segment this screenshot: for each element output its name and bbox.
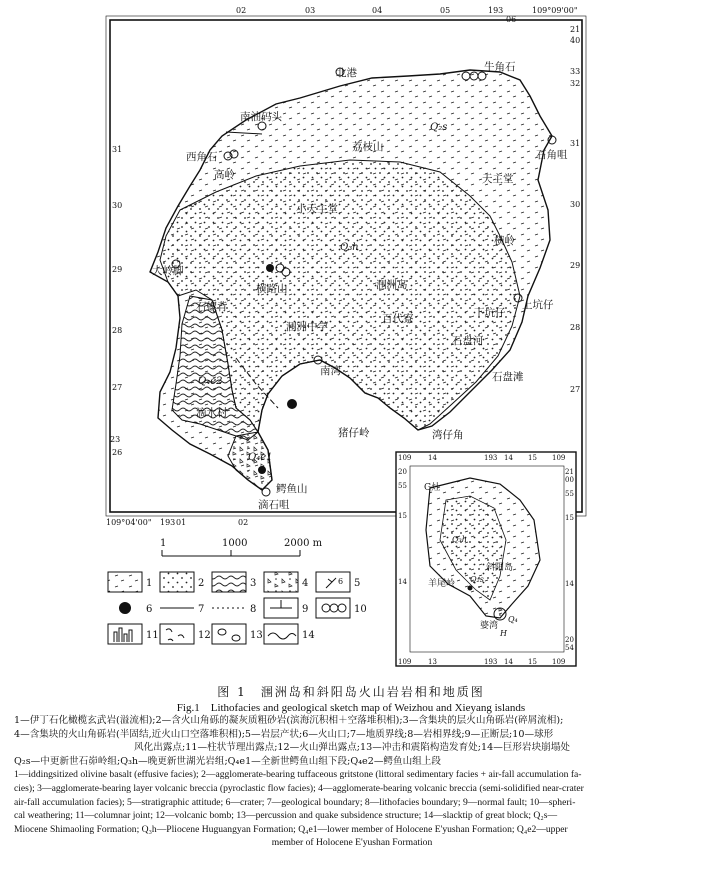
svg-text:29: 29 — [112, 265, 123, 274]
note-en-2: cies); 3—agglomerate-bearing layer volcanic breccia (pyroclastic flow facies); 4—agglomerate-bearing volcanic breccia (semi-solidified near-crater — [14, 782, 584, 794]
top-ticks — [236, 6, 578, 24]
svg-text:羊尾岭: 羊尾岭 — [428, 579, 456, 589]
svg-text:28: 28 — [570, 323, 581, 332]
svg-text:10: 10 — [354, 604, 367, 615]
svg-text:54: 54 — [565, 644, 574, 652]
svg-text:鳄鱼山: 鳄鱼山 — [276, 483, 308, 495]
note-en-6: member of Holocene E'yushan Formation — [271, 837, 433, 849]
svg-text:大岭脚: 大岭脚 — [152, 265, 184, 277]
svg-text:30: 30 — [112, 201, 123, 210]
svg-text:14: 14 — [504, 658, 513, 666]
svg-text:牛角石: 牛角石 — [484, 61, 516, 73]
svg-text:12: 12 — [198, 630, 211, 641]
svg-text:9: 9 — [302, 604, 309, 615]
svg-text:上坑仔: 上坑仔 — [522, 299, 554, 311]
svg-text:Q₄e1: Q₄e1 — [248, 452, 273, 463]
svg-text:193: 193 — [160, 518, 176, 527]
svg-text:滴石咀: 滴石咀 — [258, 499, 290, 511]
svg-text:109: 109 — [398, 658, 412, 666]
svg-text:石盘河: 石盘河 — [452, 335, 484, 347]
svg-text:29: 29 — [570, 261, 581, 270]
scale-bar — [160, 538, 323, 556]
svg-text:涠洲岛: 涠洲岛 — [376, 279, 408, 291]
svg-text:193: 193 — [484, 658, 498, 666]
svg-text:3: 3 — [250, 578, 257, 589]
note-en-5: Miocene Shimaoling Formation; Q₃h—Pliocene Huguangyan Formation; Q₄e1—lower member of Holocene E'yushan Formation; Q₄e2—upper — [14, 823, 568, 835]
svg-text:109: 109 — [552, 454, 566, 462]
svg-text:斜阳岛: 斜阳岛 — [486, 563, 514, 573]
svg-text:2: 2 — [198, 578, 205, 589]
svg-text:32: 32 — [570, 79, 581, 88]
svg-text:2000 m: 2000 m — [284, 538, 323, 549]
svg-text:涠洲中学: 涠洲中学 — [286, 321, 328, 333]
figure-notes — [14, 714, 690, 850]
svg-text:13: 13 — [428, 658, 437, 666]
right-ticks — [570, 25, 580, 394]
svg-text:Q₃h: Q₃h — [340, 242, 359, 253]
note-zh-1: 1—伊丁石化橄榄玄武岩(溢流相);2—含火山角砾的凝灰质粗砂岩(滨海沉积相＋空落堆积相);3—含集块的层火山角砾岩(碎屑流相); — [14, 715, 564, 726]
inset-map — [396, 452, 576, 666]
svg-text:20: 20 — [398, 468, 407, 476]
svg-text:5: 5 — [354, 578, 361, 589]
svg-text:30: 30 — [570, 200, 581, 209]
svg-text:7: 7 — [198, 604, 205, 615]
svg-text:00: 00 — [565, 476, 574, 484]
svg-text:6: 6 — [338, 577, 344, 586]
svg-text:01: 01 — [176, 518, 187, 527]
svg-text:05: 05 — [440, 6, 451, 15]
svg-text:石盘滩: 石盘滩 — [492, 371, 524, 383]
svg-text:27: 27 — [570, 385, 581, 394]
svg-text:02: 02 — [238, 518, 249, 527]
svg-text:23: 23 — [110, 435, 121, 444]
svg-text:04: 04 — [372, 6, 383, 15]
svg-text:横岭: 横岭 — [494, 235, 515, 247]
svg-text:109: 109 — [398, 454, 412, 462]
svg-text:193: 193 — [488, 6, 504, 15]
svg-text:14: 14 — [428, 454, 437, 462]
svg-text:40: 40 — [570, 36, 581, 45]
svg-text:Q₄e2: Q₄e2 — [198, 376, 223, 387]
svg-text:109: 109 — [552, 658, 566, 666]
svg-text:荔枝山: 荔枝山 — [352, 141, 384, 153]
figure-title: 图 1 涠洲岛和斜阳岛火山岩岩相和地质图 — [217, 685, 485, 699]
note-en-1: 1—iddingsitized olivine basalt (effusive facies); 2—agglomerate-bearing tuffaceous gritstone (littoral sedimentary facies + air-fall accumulation fa- — [14, 769, 582, 781]
svg-text:婆湾: 婆湾 — [480, 621, 499, 631]
svg-text:6: 6 — [146, 604, 153, 615]
left-ticks — [110, 145, 122, 457]
svg-text:Q₃h: Q₃h — [452, 535, 467, 544]
svg-text:H: H — [500, 629, 507, 638]
svg-text:31: 31 — [570, 139, 581, 148]
svg-text:石螺背: 石螺背 — [196, 301, 228, 313]
svg-text:14: 14 — [504, 454, 513, 462]
svg-text:天主堂: 天主堂 — [482, 173, 514, 185]
svg-text:1000: 1000 — [222, 538, 248, 549]
note-zh-3: 风化出露点;11—柱状节理出露点;12—火山弹出露点;13—冲击和震陷构造发育处;14—巨形岩块崩塌处 — [134, 742, 570, 754]
svg-text:8: 8 — [250, 604, 257, 615]
bottom-ticks — [106, 518, 248, 527]
svg-text:小天主堂: 小天主堂 — [296, 203, 338, 215]
note-en-4: cal weathering; 11—columnar joint; 12—volcanic bomb; 13—percussion and quake subsidence structure; 14—slacktip of great block; Q₂s— — [14, 810, 558, 822]
svg-text:11: 11 — [146, 630, 159, 641]
svg-text:Q₂s: Q₂s — [470, 575, 484, 584]
svg-text:03: 03 — [305, 6, 316, 15]
svg-text:55: 55 — [565, 490, 574, 498]
svg-text:Q₂s: Q₂s — [430, 122, 448, 133]
svg-text:猪仔岭: 猪仔岭 — [338, 427, 370, 439]
svg-text:13: 13 — [250, 630, 263, 641]
svg-text:26: 26 — [112, 448, 123, 457]
svg-text:石角咀: 石角咀 — [536, 149, 568, 161]
svg-text:15: 15 — [565, 514, 574, 522]
svg-text:15: 15 — [528, 454, 537, 462]
legend — [108, 572, 367, 644]
svg-text:55: 55 — [398, 482, 407, 490]
svg-text:14: 14 — [565, 580, 574, 588]
svg-text:高岭: 高岭 — [214, 169, 235, 181]
svg-text:南油码头: 南油码头 — [240, 111, 282, 123]
svg-text:20: 20 — [565, 636, 574, 644]
svg-text:15: 15 — [528, 658, 537, 666]
svg-text:百代寮: 百代寮 — [382, 313, 414, 325]
svg-text:湾仔角: 湾仔角 — [432, 429, 464, 441]
figure-title-en: Fig.1 Lithofacies and geological sketch map of Weizhou and Xieyang islands — [176, 702, 526, 714]
svg-text:109°04'00": 109°04'00" — [106, 518, 152, 527]
svg-text:下坑仔: 下坑仔 — [474, 307, 506, 319]
svg-text:109°09'00": 109°09'00" — [532, 6, 578, 15]
svg-text:北港: 北港 — [336, 67, 357, 79]
svg-text:27: 27 — [112, 383, 123, 392]
svg-text:横路山: 横路山 — [256, 283, 288, 295]
svg-text:28: 28 — [112, 326, 123, 335]
svg-text:06: 06 — [506, 15, 517, 24]
svg-text:1: 1 — [146, 578, 153, 589]
svg-text:33: 33 — [570, 67, 581, 76]
svg-text:14: 14 — [302, 630, 315, 641]
svg-text:02: 02 — [236, 6, 247, 15]
svg-text:15: 15 — [398, 512, 407, 520]
svg-text:14: 14 — [398, 578, 407, 586]
svg-text:西角石: 西角石 — [186, 151, 218, 163]
svg-text:21: 21 — [570, 25, 581, 34]
svg-text:4: 4 — [302, 578, 309, 589]
svg-text:G灶: G灶 — [424, 483, 441, 493]
svg-text:31: 31 — [112, 145, 123, 154]
svg-text:193: 193 — [484, 454, 498, 462]
svg-text:21: 21 — [565, 468, 574, 476]
note-en-3: air-fall accumulation facies); 5—stratigraphic attitude; 6—crater; 7—geological boundary; 8—lithofacies boundary; 9—normal fault; 10—spheri- — [14, 796, 576, 808]
note-zh-4: Q₂s—中更新世石峁岭组;Q₃h—晚更新世湖光岩组;Q₄e1—全新世鳄鱼山组下段;Q₄e2—鳄鱼山组上段 — [14, 755, 441, 767]
svg-text:南湾: 南湾 — [320, 365, 341, 377]
svg-text:滴水村: 滴水村 — [196, 407, 228, 419]
svg-text:Q₄: Q₄ — [508, 615, 518, 624]
note-zh-2: 4—含集块的火山角砾岩(半固结,近火山口空落堆积相);5—岩层产状;6—火山口;7—地质界线;8—岩相界线;9—正断层;10—球形 — [14, 728, 554, 740]
svg-text:1: 1 — [160, 538, 167, 549]
